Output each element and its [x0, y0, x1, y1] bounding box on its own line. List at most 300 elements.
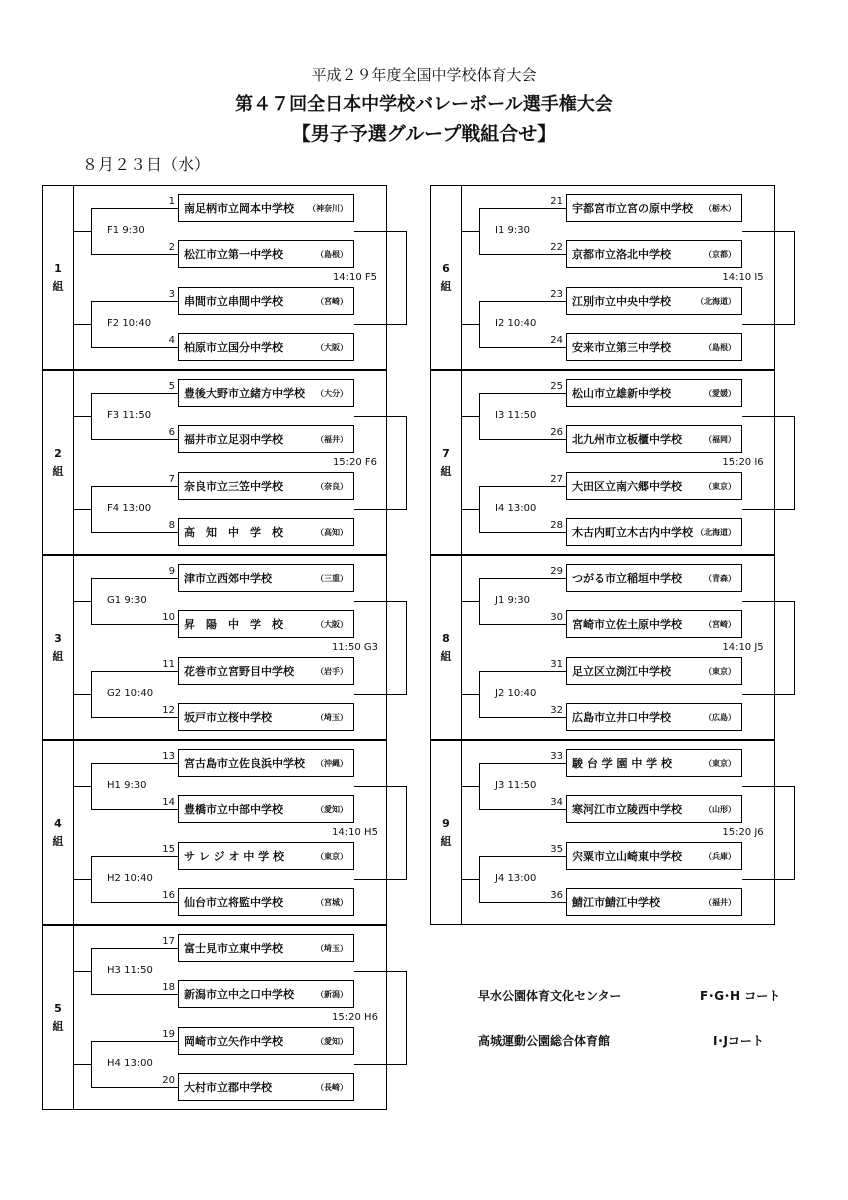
team-prefecture: （福井）: [316, 434, 348, 444]
bracket-line: [354, 879, 406, 880]
team-name: 北九州市立板櫃中学校: [572, 433, 682, 446]
group-number-value: 6: [442, 262, 450, 275]
team-entry: [566, 287, 742, 315]
match-id: F2: [107, 318, 120, 329]
match-id: I2: [495, 318, 505, 329]
team-number: 4: [168, 335, 175, 346]
match-label: [105, 873, 155, 885]
match-time: 9:30: [124, 780, 147, 791]
group-box: [430, 740, 775, 925]
final-match-label: 15:20 I6: [714, 457, 772, 469]
match-id: F4: [107, 503, 120, 514]
group-box: [430, 370, 775, 555]
team-prefecture: （京都）: [704, 249, 736, 259]
match-id: H1: [107, 780, 121, 791]
team-number: 36: [550, 890, 563, 901]
team-name: 高 知 中 学 校: [184, 526, 283, 539]
match-time: 11:50: [124, 965, 153, 976]
team-entry: [178, 194, 354, 222]
bracket-line: [354, 324, 406, 325]
bracket-line: [354, 1064, 406, 1065]
tournament-subtitle: 平成２９年度全国中学校体育大会: [311, 66, 537, 84]
team-number: 6: [168, 427, 175, 438]
bracket-line: [479, 578, 566, 579]
bracket-line: [354, 601, 406, 602]
group-number-suffix: 組: [440, 834, 452, 848]
team-number: 30: [550, 612, 563, 623]
team-prefecture: （東京）: [704, 666, 736, 676]
final-match-label: 15:20 F6: [326, 457, 384, 469]
team-prefecture: （埼玉）: [316, 712, 348, 722]
team-prefecture: （愛知）: [316, 804, 348, 814]
team-name: 南足柄市立岡本中学校: [184, 202, 294, 215]
bracket-line: [406, 786, 407, 880]
group-box: [42, 555, 387, 740]
bracket-line: [354, 231, 406, 232]
bracket-line: [479, 578, 480, 625]
team-entry: [178, 1073, 354, 1101]
match-id: J4: [495, 873, 505, 884]
match-label: [105, 318, 153, 330]
team-number: 5: [168, 381, 175, 392]
match-label: [493, 318, 538, 330]
bracket-line: [742, 509, 794, 510]
team-entry: [178, 518, 354, 546]
group-number-value: 9: [442, 817, 450, 830]
team-prefecture: （高知）: [316, 527, 348, 537]
final-match-label: 11:50 G3: [326, 642, 384, 654]
team-number: 28: [550, 520, 563, 531]
match-id: G2: [107, 688, 122, 699]
team-entry: [178, 888, 354, 916]
bracket-title: 【男子予選グループ戦組合せ】: [291, 123, 557, 145]
group-side-divider: [461, 371, 462, 554]
team-prefecture: （埼玉）: [316, 943, 348, 953]
bracket-line: [91, 393, 92, 440]
bracket-line: [461, 231, 479, 232]
match-id: J1: [495, 595, 505, 606]
team-entry: [178, 564, 354, 592]
team-prefecture: （長崎）: [316, 1082, 348, 1092]
team-name: 岡崎市立矢作中学校: [184, 1035, 283, 1048]
team-entry: [566, 425, 742, 453]
team-name: 豊後大野市立緒方中学校: [184, 387, 305, 400]
final-match-label: 14:10 F5: [326, 272, 384, 284]
group-number-suffix: 組: [52, 649, 64, 663]
match-id: F1: [107, 225, 120, 236]
match-label: [105, 410, 153, 422]
group-number-value: 1: [54, 262, 62, 275]
match-time: 11:50: [122, 410, 152, 421]
match-id: G1: [107, 595, 122, 606]
bracket-line: [479, 439, 566, 440]
match-time: 13:00: [122, 503, 152, 514]
team-prefecture: （大阪）: [316, 619, 348, 629]
team-prefecture: （東京）: [704, 481, 736, 491]
match-label: [105, 780, 149, 792]
team-number: 3: [168, 289, 175, 300]
team-entry: [566, 379, 742, 407]
team-number: 20: [162, 1075, 175, 1086]
team-entry: [566, 194, 742, 222]
match-label: [493, 225, 532, 237]
bracket-line: [742, 416, 794, 417]
team-prefecture: （新潟）: [316, 989, 348, 999]
match-id: I1: [495, 225, 505, 236]
team-name: 京都市立洛北中学校: [572, 248, 671, 261]
group-box: [42, 370, 387, 555]
group-side-divider: [461, 186, 462, 369]
group-number: [43, 260, 73, 295]
bracket-line: [479, 393, 566, 394]
bracket-line: [354, 694, 406, 695]
team-name: 木古内町立木古内中学校: [572, 526, 693, 539]
bracket-line: [91, 208, 92, 255]
match-label: [493, 410, 538, 422]
bracket-line: [73, 509, 91, 510]
team-entry: [566, 657, 742, 685]
team-entry: [566, 749, 742, 777]
bracket-line: [354, 416, 406, 417]
team-number: 9: [168, 566, 175, 577]
bracket-line: [91, 856, 92, 903]
team-number: 2: [168, 242, 175, 253]
bracket-line: [91, 486, 92, 533]
bracket-line: [461, 416, 479, 417]
bracket-line: [91, 208, 178, 209]
group-box: [42, 925, 387, 1110]
bracket-line: [91, 671, 178, 672]
team-name: 豊橋市立中部中学校: [184, 803, 283, 816]
bracket-line: [479, 532, 566, 533]
team-prefecture: （栃木）: [704, 203, 736, 213]
bracket-line: [406, 601, 407, 695]
bracket-line: [91, 301, 178, 302]
team-prefecture: （神奈川）: [308, 203, 348, 213]
bracket-line: [794, 231, 795, 325]
bracket-line: [479, 671, 566, 672]
match-time: 11:50: [507, 780, 537, 791]
team-prefecture: （北海道）: [696, 296, 736, 306]
group-number: [43, 815, 73, 850]
bracket-line: [354, 786, 406, 787]
bracket-line: [73, 416, 91, 417]
team-entry: [178, 1027, 354, 1055]
bracket-line: [479, 254, 566, 255]
team-entry: [566, 842, 742, 870]
team-name: 宍粟市立山崎東中学校: [572, 850, 682, 863]
team-number: 11: [162, 659, 175, 670]
bracket-line: [91, 486, 178, 487]
team-entry: [566, 564, 742, 592]
team-prefecture: （兵庫）: [704, 851, 736, 861]
team-number: 25: [550, 381, 563, 392]
team-entry: [178, 472, 354, 500]
match-label: [105, 503, 153, 515]
team-number: 18: [162, 982, 175, 993]
bracket-line: [479, 301, 480, 348]
team-entry: [178, 980, 354, 1008]
bracket-line: [742, 324, 794, 325]
team-name: 富士見市立東中学校: [184, 942, 283, 955]
bracket-line: [479, 301, 566, 302]
bracket-line: [406, 416, 407, 510]
bracket-line: [91, 994, 178, 995]
group-box: [430, 555, 775, 740]
match-label: [105, 688, 155, 700]
bracket-line: [91, 1087, 178, 1088]
group-number-value: 3: [54, 632, 62, 645]
group-number-value: 5: [54, 1002, 62, 1015]
bracket-line: [742, 694, 794, 695]
match-label: [105, 595, 149, 607]
bracket-line: [91, 578, 92, 625]
team-name: 福井市立足羽中学校: [184, 433, 283, 446]
team-number: 29: [550, 566, 563, 577]
bracket-line: [73, 324, 91, 325]
team-prefecture: （愛媛）: [704, 388, 736, 398]
bracket-line: [91, 717, 178, 718]
group-number-suffix: 組: [440, 279, 452, 293]
team-name: 江別市立中央中学校: [572, 295, 671, 308]
bracket-line: [479, 763, 480, 810]
group-number-value: 8: [442, 632, 450, 645]
match-time: 13:00: [124, 1058, 153, 1069]
venue-name: 早水公園体育文化センター: [478, 989, 622, 1003]
match-id: J3: [495, 780, 505, 791]
team-name: 松江市立第一中学校: [184, 248, 283, 261]
match-label: [493, 503, 538, 515]
match-id: I3: [495, 410, 505, 421]
team-name: 安来市立第三中学校: [572, 341, 671, 354]
team-prefecture: （島根）: [316, 249, 348, 259]
team-number: 7: [168, 474, 175, 485]
team-name: 鯖江市鯖江中学校: [572, 896, 660, 909]
team-entry: [566, 333, 742, 361]
venue-name: 高城運動公園総合体育館: [478, 1034, 611, 1048]
group-side-divider: [461, 556, 462, 739]
match-id: I4: [495, 503, 505, 514]
group-box: [42, 740, 387, 925]
team-name: 大村市立郡中学校: [184, 1081, 272, 1094]
tournament-title: 第４７回全日本中学校バレーボール選手権大会: [235, 94, 613, 115]
team-number: 8: [168, 520, 175, 531]
bracket-line: [91, 439, 178, 440]
team-name: 新潟市立中之口中学校: [184, 988, 294, 1001]
bracket-line: [479, 763, 566, 764]
bracket-line: [406, 971, 407, 1065]
team-name: 串間市立串間中学校: [184, 295, 283, 308]
bracket-line: [73, 971, 91, 972]
bracket-line: [479, 486, 566, 487]
bracket-line: [479, 393, 480, 440]
final-match-label: 14:10 J5: [714, 642, 772, 654]
group-number: [43, 1000, 73, 1035]
final-match-label: 15:20 H6: [326, 1012, 384, 1024]
team-number: 13: [162, 751, 175, 762]
match-id: F3: [107, 410, 120, 421]
team-number: 34: [550, 797, 563, 808]
bracket-line: [479, 809, 566, 810]
bracket-line: [479, 208, 566, 209]
team-entry: [178, 379, 354, 407]
team-entry: [566, 888, 742, 916]
team-number: 14: [162, 797, 175, 808]
team-prefecture: （北海道）: [696, 527, 736, 537]
bracket-line: [742, 786, 794, 787]
bracket-line: [461, 879, 479, 880]
bracket-line: [479, 671, 480, 718]
match-id: H4: [107, 1058, 121, 1069]
bracket-line: [794, 786, 795, 880]
match-date: ８月２３日（水）: [82, 155, 211, 174]
team-entry: [566, 610, 742, 638]
match-time: 13:00: [507, 503, 537, 514]
team-entry: [566, 795, 742, 823]
team-prefecture: （福井）: [704, 897, 736, 907]
group-number: [431, 260, 461, 295]
bracket-line: [91, 254, 178, 255]
team-name: 宇都宮市立宮の原中学校: [572, 202, 693, 215]
match-id: H3: [107, 965, 121, 976]
group-number-suffix: 組: [440, 649, 452, 663]
bracket-line: [742, 601, 794, 602]
bracket-line: [742, 879, 794, 880]
team-name: つがる市立稲垣中学校: [572, 572, 682, 585]
match-time: 9:30: [122, 225, 145, 236]
team-name: 駿 台 学 園 中 学 校: [572, 757, 672, 770]
match-time: 9:30: [507, 595, 530, 606]
team-name: サ レ ジ オ 中 学 校: [184, 850, 284, 863]
team-number: 15: [162, 844, 175, 855]
team-prefecture: （愛知）: [316, 1036, 348, 1046]
bracket-line: [91, 532, 178, 533]
team-entry: [178, 703, 354, 731]
match-time: 11:50: [507, 410, 537, 421]
bracket-line: [91, 948, 178, 949]
team-prefecture: （福岡）: [704, 434, 736, 444]
team-name: 寒河江市立陵西中学校: [572, 803, 682, 816]
team-number: 1: [168, 196, 175, 207]
team-prefecture: （三重）: [316, 573, 348, 583]
team-name: 足立区立渕江中学校: [572, 665, 671, 678]
team-prefecture: （宮城）: [316, 897, 348, 907]
group-box: [42, 185, 387, 370]
team-prefecture: （山形）: [704, 804, 736, 814]
team-number: 23: [550, 289, 563, 300]
match-id: H2: [107, 873, 121, 884]
team-name: 大田区立南六郷中学校: [572, 480, 682, 493]
bracket-line: [479, 347, 566, 348]
match-time: 10:40: [122, 318, 152, 329]
team-prefecture: （岩手）: [316, 666, 348, 676]
match-time: 10:40: [124, 688, 154, 699]
team-number: 22: [550, 242, 563, 253]
bracket-line: [479, 624, 566, 625]
final-match-label: 15:20 J6: [714, 827, 772, 839]
team-number: 17: [162, 936, 175, 947]
team-prefecture: （大分）: [316, 388, 348, 398]
team-prefecture: （青森）: [704, 573, 736, 583]
bracket-line: [406, 231, 407, 325]
group-number: [43, 445, 73, 480]
team-entry: [566, 518, 742, 546]
team-prefecture: （東京）: [316, 851, 348, 861]
bracket-line: [91, 301, 92, 348]
bracket-line: [479, 856, 480, 903]
team-entry: [178, 749, 354, 777]
group-box: [430, 185, 775, 370]
bracket-line: [91, 948, 92, 995]
team-number: 33: [550, 751, 563, 762]
match-id: J2: [495, 688, 505, 699]
team-prefecture: （島根）: [704, 342, 736, 352]
team-name: 坂戸市立桜中学校: [184, 711, 272, 724]
group-side-divider: [73, 556, 74, 739]
bracket-line: [742, 231, 794, 232]
team-entry: [178, 657, 354, 685]
bracket-line: [91, 809, 178, 810]
bracket-line: [91, 671, 92, 718]
group-number: [43, 630, 73, 665]
bracket-line: [479, 486, 480, 533]
team-number: 21: [550, 196, 563, 207]
match-label: [493, 780, 538, 792]
match-label: [105, 225, 147, 237]
bracket-line: [73, 601, 91, 602]
team-entry: [178, 842, 354, 870]
team-prefecture: （沖縄）: [316, 758, 348, 768]
venue-court: I･Jコート: [713, 1034, 764, 1048]
group-number: [431, 630, 461, 665]
group-number-suffix: 組: [440, 464, 452, 478]
group-side-divider: [461, 741, 462, 924]
bracket-line: [794, 601, 795, 695]
match-time: 10:40: [507, 318, 537, 329]
group-number-value: 2: [54, 447, 62, 460]
team-name: 広島市立井口中学校: [572, 711, 671, 724]
match-time: 13:00: [507, 873, 537, 884]
team-number: 16: [162, 890, 175, 901]
bracket-line: [479, 902, 566, 903]
team-prefecture: （大阪）: [316, 342, 348, 352]
group-side-divider: [73, 926, 74, 1109]
bracket-line: [91, 578, 178, 579]
team-name: 津市立西郊中学校: [184, 572, 272, 585]
bracket-line: [73, 1064, 91, 1065]
team-entry: [178, 240, 354, 268]
bracket-line: [794, 416, 795, 510]
team-number: 24: [550, 335, 563, 346]
team-number: 27: [550, 474, 563, 485]
team-number: 32: [550, 705, 563, 716]
bracket-line: [91, 624, 178, 625]
group-number-suffix: 組: [52, 834, 64, 848]
match-label: [493, 688, 538, 700]
bracket-line: [461, 601, 479, 602]
bracket-line: [479, 208, 480, 255]
match-time: 10:40: [507, 688, 537, 699]
group-number-value: 4: [54, 817, 62, 830]
group-number-value: 7: [442, 447, 450, 460]
venue-court: F･G･H コート: [700, 989, 781, 1003]
bracket-line: [91, 393, 178, 394]
match-label: [493, 873, 538, 885]
team-number: 19: [162, 1029, 175, 1040]
match-label: [105, 965, 155, 977]
team-prefecture: （広島）: [704, 712, 736, 722]
team-name: 奈良市立三笠中学校: [184, 480, 283, 493]
